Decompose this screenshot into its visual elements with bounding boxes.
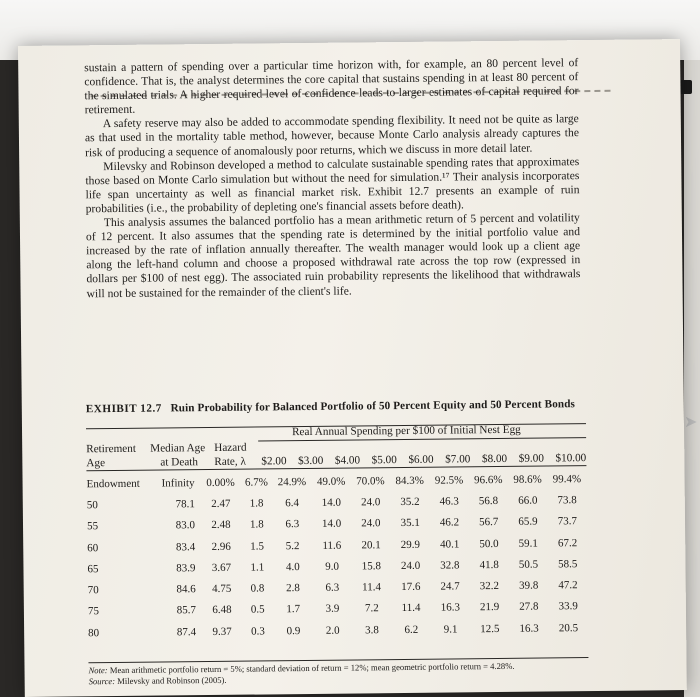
cell-ruin-probability: 50.0 [479, 537, 499, 550]
cursor-arrow-icon: ➤ [684, 412, 698, 431]
spend-level: $7.00 [445, 453, 471, 466]
spend-level: $5.00 [371, 454, 397, 467]
cell-median-age: 85.7 [176, 604, 196, 617]
cell-ruin-probability: 98.6% [513, 473, 542, 486]
cell-hazard-rate: 0.00% [206, 476, 235, 489]
cell-ruin-probability: 24.0 [360, 496, 381, 509]
cell-ruin-probability: 84.3% [395, 474, 424, 487]
cell-ruin-probability: 15.8 [361, 560, 382, 573]
spend-level: $10.00 [555, 452, 587, 465]
cell-ruin-probability: 59.1 [518, 537, 538, 550]
cell-age: 80 [88, 626, 100, 640]
col-age: Age [86, 457, 106, 470]
cell-ruin-probability: 1.8 [249, 518, 264, 531]
cell-ruin-probability: 1.7 [286, 603, 301, 616]
cell-age: 70 [87, 584, 99, 597]
col-median: Median Age [150, 442, 206, 455]
cell-ruin-probability: 40.1 [439, 537, 460, 551]
cell-median-age: 83.0 [175, 519, 196, 532]
cell-median-age: 83.9 [176, 561, 196, 575]
cell-ruin-probability: 4.0 [285, 560, 300, 574]
cell-ruin-probability: 0.8 [250, 582, 265, 595]
spending-header: Real Annual Spending per $100 of Initial Nest Egg [291, 423, 521, 439]
cell-ruin-probability: 32.8 [440, 559, 460, 572]
cell-ruin-probability: 41.8 [479, 558, 499, 572]
cell-ruin-probability: 17.6 [401, 580, 421, 594]
cell-ruin-probability: 11.4 [401, 602, 421, 615]
cell-ruin-probability: 46.2 [439, 516, 460, 529]
cell-hazard-rate: 9.37 [212, 625, 232, 638]
cell-age: 55 [86, 520, 99, 533]
cell-ruin-probability: 35.1 [400, 517, 420, 530]
source-label: Source: [88, 675, 116, 686]
cell-hazard-rate: 2.96 [211, 540, 231, 553]
cell-ruin-probability: 12.5 [480, 622, 500, 635]
body-text [84, 56, 580, 301]
cell-ruin-probability: 96.6% [474, 473, 503, 486]
spend-level: $8.00 [481, 452, 508, 466]
cell-ruin-probability: 73.8 [557, 494, 577, 507]
cell-ruin-probability: 20.1 [361, 538, 381, 551]
cell-age: Endowment [86, 477, 140, 490]
cell-ruin-probability: 3.8 [365, 623, 379, 637]
cell-ruin-probability: 7.2 [364, 602, 379, 615]
cell-ruin-probability: 24.7 [440, 580, 460, 593]
cell-ruin-probability: 56.8 [478, 494, 499, 508]
cell-median-age: Infinity [161, 476, 195, 490]
spend-level: $4.00 [334, 454, 361, 467]
cell-hazard-rate: 2.48 [211, 519, 231, 532]
cell-hazard-rate: 3.67 [211, 561, 232, 574]
cell-ruin-probability: 0.5 [250, 603, 265, 617]
note-label: Note: [88, 665, 108, 676]
table-header [86, 423, 587, 470]
cell-ruin-probability: 33.9 [558, 600, 578, 613]
cell-ruin-probability: 6.7% [244, 476, 268, 489]
cell-median-age: 84.6 [176, 583, 196, 596]
ruin-probability-table [86, 468, 588, 644]
col-hazard: Hazard [214, 441, 247, 454]
source-text: Milevsky and Robinson (2005). [117, 674, 227, 686]
cell-ruin-probability: 6.3 [325, 581, 340, 594]
cell-ruin-probability: 1.1 [250, 561, 265, 574]
cell-ruin-probability: 0.9 [286, 624, 301, 637]
cell-ruin-probability: 3.9 [325, 603, 340, 616]
cell-ruin-probability: 1.8 [249, 497, 264, 510]
cell-ruin-probability: 14.0 [321, 517, 342, 531]
cell-median-age: 83.4 [175, 540, 196, 553]
cell-ruin-probability: 6.4 [285, 497, 300, 510]
cell-median-age: 78.1 [175, 498, 195, 511]
table-row [88, 617, 588, 644]
cell-ruin-probability: 11.4 [362, 581, 382, 594]
cell-age: 75 [87, 605, 99, 618]
cell-ruin-probability: 2.8 [286, 582, 300, 595]
cell-ruin-probability: 56.7 [479, 516, 499, 529]
table-notes [88, 660, 588, 686]
cell-ruin-probability: 32.2 [479, 580, 500, 593]
exhibit-caption: Ruin Probability for Balanced Portfolio of 50 Percent Equity and 50 Percent Bonds [170, 398, 576, 415]
cell-ruin-probability: 9.0 [325, 560, 339, 573]
book-page [18, 39, 687, 697]
cell-ruin-probability: 2.0 [325, 624, 340, 637]
cell-ruin-probability: 39.8 [518, 579, 539, 592]
cell-ruin-probability: 6.3 [285, 518, 300, 531]
cell-hazard-rate: 2.47 [211, 497, 231, 510]
cell-ruin-probability: 29.9 [400, 538, 421, 551]
cell-ruin-probability: 1.5 [250, 539, 265, 553]
cell-median-age: 87.4 [176, 625, 197, 639]
cell-ruin-probability: 21.9 [479, 601, 500, 614]
paragraph-4: This analysis assumes the balanced portfolio has a mean arithmetic return of 5 percent and volatility of 12 percent. It also assumes that the spending rate is determined by the initial portfolio value and increased by the rate of inflation annually thereafter. The wealth manager would look up a client age along the left-hand column and choose a proposed withdrawal rate across the top row (expressed in dollars per $100 of nest egg). The associated ruin probability represents the likelihood that withdrawals will not be sustained for the remainder of the client's life. [85, 211, 581, 300]
col-at-death: at Death [160, 456, 199, 469]
col-retirement: Retirement [86, 442, 137, 456]
cell-ruin-probability: 46.3 [439, 495, 459, 508]
cell-ruin-probability: 14.0 [321, 496, 342, 509]
cell-ruin-probability: 0.3 [251, 625, 265, 638]
cell-ruin-probability: 24.9% [277, 475, 307, 488]
cell-ruin-probability: 73.7 [557, 515, 578, 528]
photo-background-right [684, 60, 700, 697]
cell-ruin-probability: 27.8 [519, 601, 539, 614]
cell-ruin-probability: 24.0 [361, 517, 381, 530]
spend-level: $3.00 [298, 454, 324, 468]
cell-ruin-probability: 47.2 [558, 579, 578, 592]
cell-ruin-probability: 58.5 [558, 557, 578, 571]
cell-ruin-probability: 99.4% [552, 472, 582, 486]
cell-ruin-probability: 92.5% [434, 474, 464, 487]
cell-ruin-probability: 6.2 [404, 623, 419, 636]
cell-ruin-probability: 70.0% [356, 474, 385, 488]
cell-hazard-rate: 6.48 [212, 604, 232, 617]
cell-ruin-probability: 20.5 [558, 621, 579, 635]
paragraph-2: A safety reserve may also be added to accommodate spending flexibility. It need not be quite as large as that used in the mortality table method, however, because Monte Carlo analysis already captures the risk of producing a sequence of anomalously poor returns, which we discuss in more detail later. [84, 112, 580, 159]
spend-level: $6.00 [408, 453, 434, 466]
cell-ruin-probability: 50.5 [518, 558, 539, 571]
cell-ruin-probability: 66.0 [518, 494, 538, 507]
cell-ruin-probability: 9.1 [443, 623, 458, 636]
note-text: Mean arithmetic portfolio return = 5%; standard deviation of return = 12%; mean geometric portfolio return = 4.28%. [109, 660, 515, 676]
spend-level: $2.00 [261, 455, 287, 468]
exhibit-title [86, 398, 586, 415]
col-rate: Rate, λ [214, 455, 246, 468]
cell-age: 50 [86, 499, 98, 512]
paragraph-1: sustain a pattern of spending over a particular time horizon with, for example, an 80 percent level of confidence. That is, the analyst determines the core capital that sustains spending in at least 80 percent of the simulated trials. A higher required level of confidence leads to larger estimates of capital required for retirement. [84, 56, 579, 117]
cell-ruin-probability: 24.0 [400, 559, 421, 572]
paragraph-3: Milevsky and Robinson developed a method to calculate sustainable spending rates that approximates those based on Monte Carlo simulation but without the need for simulation.¹⁷ Their analysis incorporates life span uncertainty as well as financial market risk. Exhibit 12.7 presents an example of ruin probabilities (i.e., the probability of depleting one's financial assets before death). [85, 154, 580, 216]
exhibit-12-7 [85, 398, 587, 640]
cell-hazard-rate: 4.75 [212, 582, 232, 596]
cell-age: 65 [87, 563, 99, 576]
photo-corner-marker [680, 80, 692, 94]
exhibit-label: EXHIBIT 12.7 [85, 402, 162, 416]
cell-ruin-probability: 5.2 [285, 539, 300, 552]
spend-level: $9.00 [518, 452, 544, 465]
cell-ruin-probability: 67.2 [557, 536, 578, 549]
cell-age: 60 [87, 541, 99, 554]
cell-ruin-probability: 49.0% [316, 475, 346, 488]
cell-ruin-probability: 16.3 [519, 622, 539, 635]
cell-ruin-probability: 65.9 [518, 515, 538, 529]
cell-ruin-probability: 11.6 [322, 539, 342, 552]
cell-ruin-probability: 16.3 [440, 601, 461, 615]
cell-ruin-probability: 35.2 [400, 495, 420, 508]
